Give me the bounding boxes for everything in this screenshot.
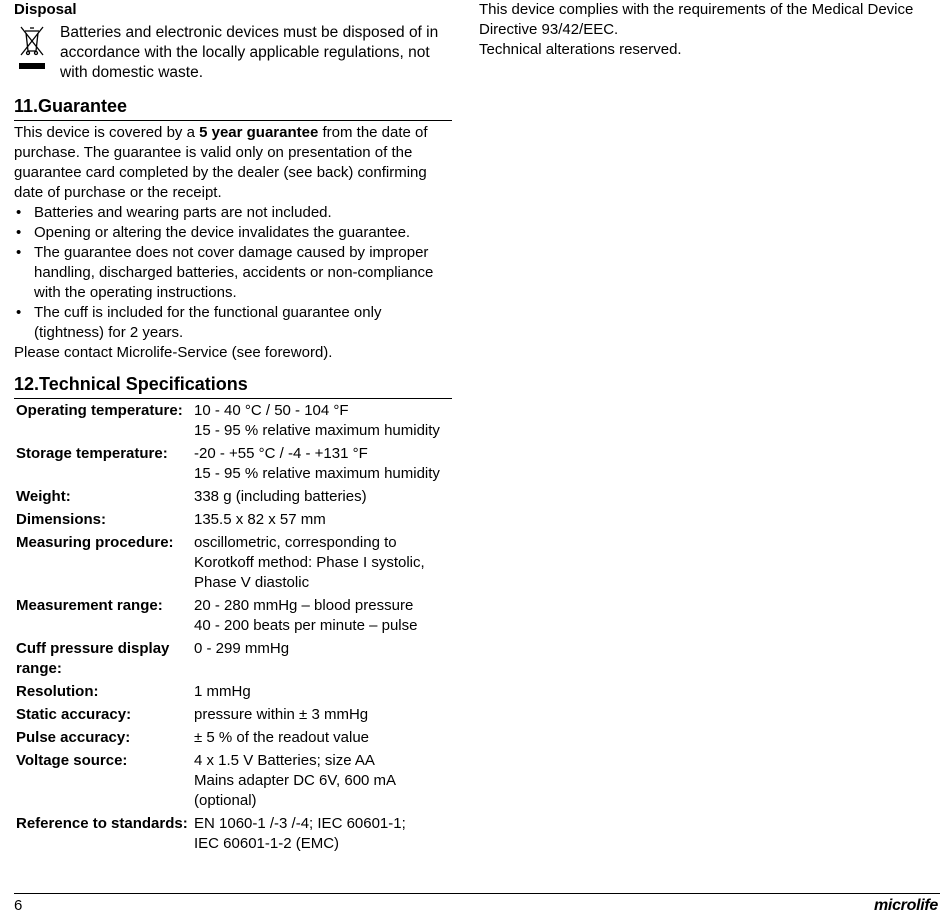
spec-value-line: pressure within ± 3 mmHg [194, 706, 369, 723]
specs-title: Technical Specifications [39, 374, 248, 394]
spec-value [194, 679, 452, 702]
spec-key: Static accuracy: [16, 706, 132, 723]
specs-number: 12. [14, 374, 40, 394]
guarantee-intro [14, 123, 452, 203]
spec-row [14, 811, 452, 854]
spec-key: Dimensions: [16, 511, 107, 528]
spec-row [14, 484, 452, 507]
spec-value-line: -20 - +55 °C / -4 - +131 °F [194, 445, 368, 462]
disposal-row [14, 23, 452, 83]
right-column [479, 0, 939, 60]
specs-section [14, 373, 452, 854]
spec-key: Storage temperature: [16, 445, 168, 462]
spec-value [194, 593, 452, 636]
spec-value-line: 4 x 1.5 V Batteries; size AA [194, 752, 375, 769]
guarantee-intro-post: from the date of purchase. The guarantee is valid only on presentation of the guarantee card completed by the dealer (see back) confirming date of purchase or the receipt. [14, 124, 428, 201]
guarantee-number: 11. [14, 96, 39, 116]
bullet-item: • The cuff is included for the functional guarantee only (tightness) for 2 years. [14, 303, 452, 343]
spec-key: Reference to standards: [16, 815, 188, 832]
spec-key: Operating temperature: [16, 402, 183, 419]
left-column [14, 0, 452, 854]
spec-key: Measuring procedure: [16, 534, 174, 551]
spec-value [194, 441, 452, 484]
spec-row [14, 748, 452, 811]
brand-logo: microlife [874, 897, 938, 914]
spec-row [14, 702, 452, 725]
guarantee-title: Guarantee [38, 96, 128, 116]
spec-row [14, 593, 452, 636]
spec-value [194, 748, 452, 811]
bullet-item: • Batteries and wearing parts are not included. [14, 203, 452, 223]
spec-value [194, 702, 452, 725]
specs-heading [14, 373, 452, 399]
spec-value-line: 10 - 40 °C / 50 - 104 °F [194, 402, 349, 419]
page-number: 6 [14, 897, 23, 914]
bullet-item: • The guarantee does not cover damage caused by improper handling, discharged batteries, accidents or non-compliance with the operating instructions. [14, 243, 452, 303]
spec-value-line: EN 1060-1 /-3 /-4; IEC 60601-1; [194, 815, 406, 832]
guarantee-intro-pre: This device is covered by a [14, 124, 200, 141]
spec-key: Measurement range: [16, 597, 163, 614]
spec-value-line: IEC 60601-1-2 (EMC) [194, 835, 340, 852]
disposal-text: Batteries and electronic devices must be disposed of in accordance with the locally applicable regulations, not with domestic waste. [60, 24, 439, 81]
spec-value [194, 401, 452, 441]
spec-value-line: 0 - 299 mmHg [194, 640, 290, 657]
spec-key: Voltage source: [16, 752, 128, 769]
disposal-title: Disposal [14, 1, 77, 18]
spec-row [14, 441, 452, 484]
bullet-item: • Opening or altering the device invalidates the guarantee. [14, 223, 452, 243]
spec-value [194, 507, 452, 530]
crossed-out-bin-icon [14, 23, 54, 83]
disposal-section [14, 0, 452, 83]
spec-row [14, 725, 452, 748]
spec-value-line: 1 mmHg [194, 683, 251, 700]
spec-value-line: 15 - 95 % relative maximum humidity [194, 465, 440, 482]
spec-value-line: ± 5 % of the readout value [194, 729, 370, 746]
guarantee-intro-bold: 5 year guarantee [199, 124, 319, 141]
spec-value-line: 15 - 95 % relative maximum humidity [194, 422, 440, 439]
spec-row [14, 530, 452, 593]
spec-value-line: 338 g (including batteries) [194, 488, 367, 505]
spec-row [14, 679, 452, 702]
guarantee-contact: Please contact Microlife-Service (see foreword). [14, 344, 333, 361]
spec-key: Resolution: [16, 683, 99, 700]
guarantee-section [14, 95, 452, 363]
spec-value-line: 135.5 x 82 x 57 mm [194, 511, 326, 528]
spec-value-line: Mains adapter DC 6V, 600 mA (optional) [194, 772, 396, 809]
guarantee-bullets [14, 203, 452, 343]
spec-key: Weight: [16, 488, 71, 505]
compliance-statement: This device complies with the requirements of the Medical Device Directive 93/42/EEC. [479, 1, 914, 38]
spec-value [194, 725, 452, 748]
footer-divider [14, 893, 940, 894]
spec-row [14, 401, 452, 441]
spec-value-line: 20 - 280 mmHg – blood pressure [194, 597, 414, 614]
spec-row [14, 507, 452, 530]
specs-table [14, 401, 452, 854]
spec-row [14, 636, 452, 679]
spec-value [194, 811, 452, 854]
spec-value-line: oscillometric, corresponding to Korotkoff method: Phase I systolic, Phase V diastolic [194, 534, 425, 591]
spec-value [194, 636, 452, 679]
spec-key: Cuff pressure display range: [16, 640, 170, 677]
guarantee-heading [14, 95, 452, 121]
spec-value [194, 484, 452, 507]
spec-value-line: 40 - 200 beats per minute – pulse [194, 617, 418, 634]
spec-value [194, 530, 452, 593]
alterations-statement: Technical alterations reserved. [479, 41, 682, 58]
spec-key: Pulse accuracy: [16, 729, 131, 746]
